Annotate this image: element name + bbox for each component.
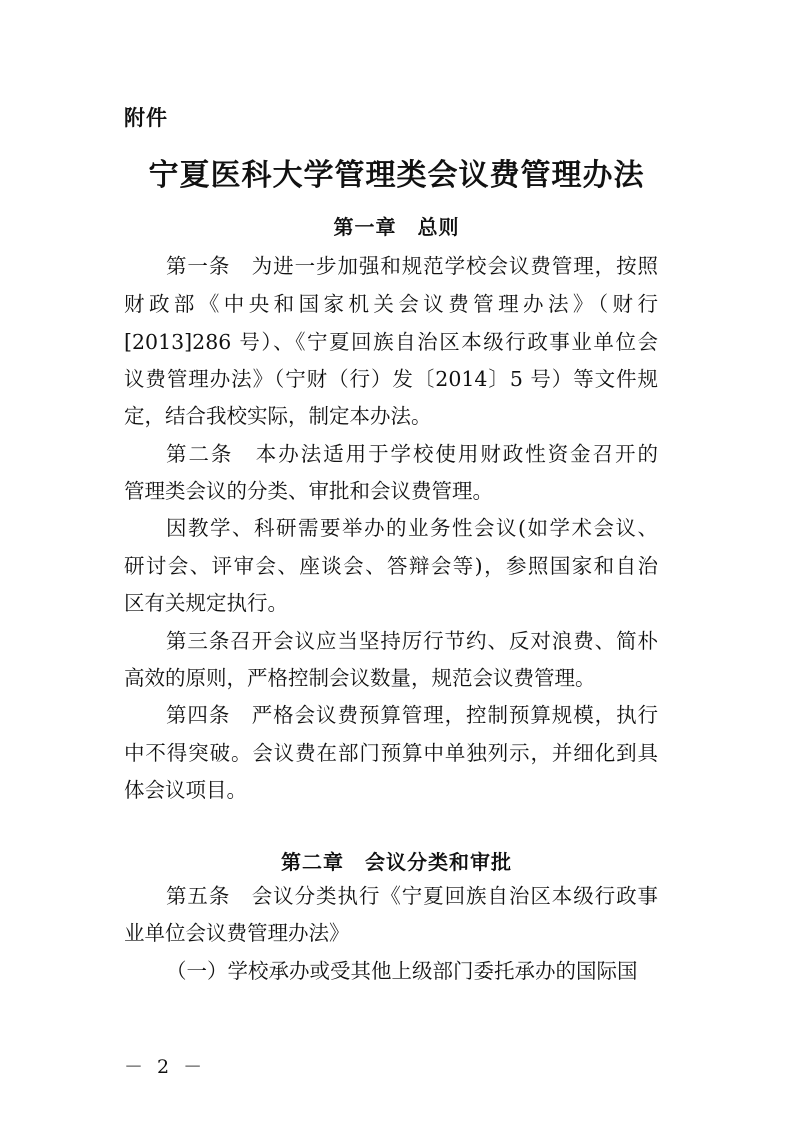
- text-line: 第四条 严格会议费预算管理，控制预算规模，执行: [166, 703, 658, 727]
- document-title: 宁夏医科大学管理类会议费管理办法: [148, 158, 645, 193]
- text-line: 议费管理办法》（宁财（行）发〔2014〕5 号）等文件规: [124, 367, 658, 391]
- text-line: 第二条 本办法适用于学校使用财政性资金召开的: [166, 442, 658, 466]
- text-line: 体会议项目。: [124, 778, 247, 802]
- text-line: 第五条 会议分类执行《宁夏回族自治区本级行政事: [166, 884, 658, 908]
- text-line: 因教学、科研需要举办的业务性会议(如学术会议、: [166, 516, 658, 540]
- text-line: 高效的原则，严格控制会议数量，规范会议费管理。: [124, 666, 596, 690]
- text-line: 业单位会议费管理办法》: [124, 921, 350, 945]
- text-line: 研讨会、评审会、座谈会、答辩会等)，参照国家和自治: [124, 554, 658, 578]
- text-line: 管理类会议的分类、审批和会议费管理。: [124, 479, 493, 503]
- text-line: 财政部《中央和国家机关会议费管理办法》（财行: [124, 292, 658, 316]
- page-number: － 2 －: [124, 1056, 207, 1078]
- text-line: 中不得突破。会议费在部门预算中单独列示，并细化到具: [124, 741, 658, 765]
- attachment-label: 附件: [124, 106, 168, 130]
- text-line: [2013]286 号）、《宁夏回族自治区本级行政事业单位会: [124, 330, 658, 354]
- text-line: （一）学校承办或受其他上级部门委托承办的国际国: [166, 959, 638, 983]
- text-line: 区有关规定执行。: [124, 591, 288, 615]
- text-line: 第一条 为进一步加强和规范学校会议费管理，按照: [166, 254, 658, 278]
- chapter-heading-2: 第二章 会议分类和审批: [281, 850, 512, 874]
- chapter-heading-1: 第一章 总则: [333, 215, 460, 239]
- text-line: 定，结合我校实际，制定本办法。: [124, 404, 432, 428]
- text-line: 第三条召开会议应当坚持厉行节约、反对浪费、简朴: [166, 629, 658, 653]
